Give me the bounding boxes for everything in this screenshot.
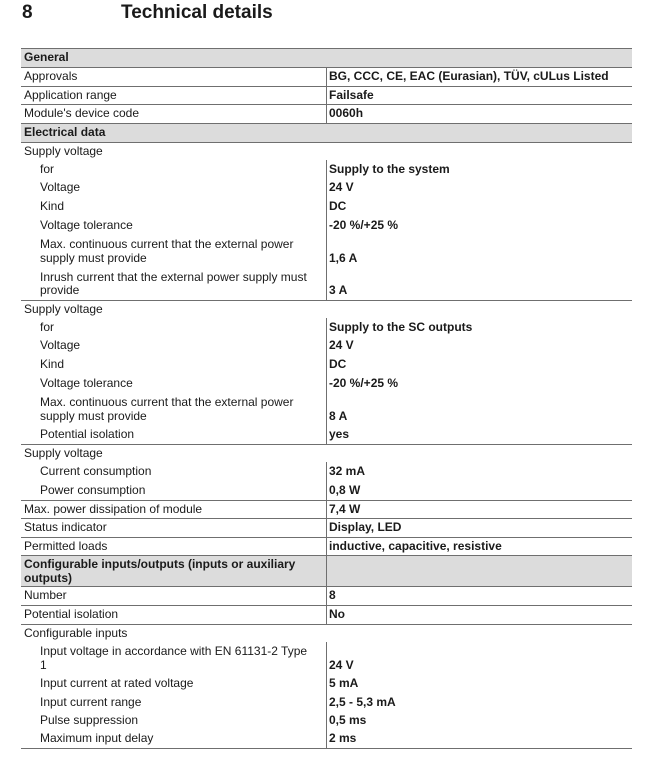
spec-value: 8 xyxy=(329,588,336,603)
group-label-row xyxy=(21,142,632,161)
spec-value: Failsafe xyxy=(329,87,374,102)
spec-row xyxy=(21,216,632,235)
section-header-label-line: Configurable inputs/outputs (inputs or auxiliary xyxy=(24,557,296,572)
spec-label-line: Inrush current that the external power supply must xyxy=(40,269,307,284)
column-divider xyxy=(326,68,327,86)
spec-row xyxy=(21,425,632,444)
spec-label: Current consumption xyxy=(40,463,152,478)
spec-value: 5 mA xyxy=(329,676,359,691)
spec-value: 3 A xyxy=(329,283,348,298)
spec-row xyxy=(21,393,632,426)
spec-row xyxy=(21,267,632,300)
group-label: Supply voltage xyxy=(24,143,103,158)
spec-row xyxy=(21,586,632,605)
column-divider xyxy=(326,481,327,500)
spec-label-line: supply must provide xyxy=(40,250,147,265)
column-divider xyxy=(326,356,327,375)
spec-label: Module's device code xyxy=(24,106,140,121)
column-divider xyxy=(326,587,327,605)
spec-value: yes xyxy=(329,426,350,441)
spec-value: 2,5 - 5,3 mA xyxy=(329,694,396,709)
section-header xyxy=(21,48,632,67)
column-divider xyxy=(326,393,327,426)
column-divider xyxy=(326,105,327,123)
spec-label: Status indicator xyxy=(24,520,107,535)
spec-value: 0,8 W xyxy=(329,482,361,497)
column-divider xyxy=(326,730,327,748)
group-label-row xyxy=(21,300,632,319)
spec-row xyxy=(21,675,632,694)
spec-label xyxy=(21,396,326,423)
column-divider xyxy=(326,198,327,217)
column-divider xyxy=(326,712,327,731)
spec-label: Permitted loads xyxy=(24,538,108,553)
spec-label: Max. power dissipation of module xyxy=(24,501,203,516)
spec-value: inductive, capacitive, resistive xyxy=(329,538,502,553)
section-header-label: Electrical data xyxy=(24,124,106,139)
column-divider xyxy=(326,267,327,300)
spec-row xyxy=(21,318,632,337)
spec-row xyxy=(21,160,632,179)
spec-row xyxy=(21,481,632,500)
spec-row xyxy=(21,356,632,375)
column-divider xyxy=(326,519,327,537)
column-divider xyxy=(326,179,327,198)
spec-value: Supply to the system xyxy=(329,161,450,176)
spec-label xyxy=(21,645,326,672)
spec-value: DC xyxy=(329,357,347,372)
spec-value: 24 V xyxy=(329,658,354,673)
spec-row xyxy=(21,693,632,712)
spec-label: Pulse suppression xyxy=(40,713,139,728)
spec-row xyxy=(21,605,632,624)
group-label: Configurable inputs xyxy=(24,625,128,640)
column-divider xyxy=(326,556,327,586)
spec-label: Input current at rated voltage xyxy=(40,676,194,691)
column-divider xyxy=(326,606,327,624)
spec-value: BG, CCC, CE, EAC (Eurasian), TÜV, cULus Listed xyxy=(329,69,609,83)
spec-row xyxy=(21,730,632,749)
group-label: Supply voltage xyxy=(24,445,103,460)
technical-details-table xyxy=(21,48,632,749)
spec-value: -20 %/+25 % xyxy=(329,375,399,390)
spec-label: Approvals xyxy=(24,69,78,83)
spec-row xyxy=(21,537,632,556)
spec-label: for xyxy=(40,161,55,176)
spec-row xyxy=(21,337,632,356)
spec-row xyxy=(21,462,632,481)
spec-row xyxy=(21,67,632,86)
column-divider xyxy=(326,160,327,179)
spec-value: 7,4 W xyxy=(329,501,361,516)
spec-label: Power consumption xyxy=(40,482,146,497)
spec-row xyxy=(21,518,632,537)
spec-row xyxy=(21,104,632,123)
spec-row xyxy=(21,712,632,731)
spec-label: Kind xyxy=(40,357,65,372)
spec-row xyxy=(21,642,632,675)
spec-row xyxy=(21,198,632,217)
chapter-title: Technical details xyxy=(121,2,273,23)
column-divider xyxy=(326,87,327,105)
spec-label: Maximum input delay xyxy=(40,731,154,746)
spec-value: 24 V xyxy=(329,180,354,195)
spec-label: Kind xyxy=(40,199,65,214)
spec-value: 0,5 ms xyxy=(329,713,367,728)
spec-value: No xyxy=(329,606,345,621)
spec-value: 2 ms xyxy=(329,731,357,746)
spec-value: 1,6 A xyxy=(329,250,358,265)
spec-value: 0060h xyxy=(329,106,364,121)
column-divider xyxy=(326,374,327,393)
spec-label: Voltage tolerance xyxy=(40,375,133,390)
column-divider xyxy=(326,318,327,337)
spec-value: 8 A xyxy=(329,408,348,423)
spec-label: for xyxy=(40,319,55,334)
spec-label-line: Max. continuous current that the external power xyxy=(40,395,294,410)
spec-label: Application range xyxy=(24,87,117,102)
column-divider xyxy=(326,675,327,694)
section-header-label xyxy=(21,558,326,586)
column-divider xyxy=(326,337,327,356)
spec-label-line: Input voltage in accordance with EN 61131-2 Type xyxy=(40,644,308,659)
spec-label-line: supply must provide xyxy=(40,408,147,423)
spec-label: Number xyxy=(24,588,67,603)
spec-row xyxy=(21,179,632,198)
spec-row xyxy=(21,374,632,393)
spec-label: Potential isolation xyxy=(24,606,119,621)
column-divider xyxy=(326,216,327,235)
column-divider xyxy=(326,462,327,481)
column-divider xyxy=(326,642,327,675)
column-divider xyxy=(326,501,327,519)
section-header xyxy=(21,123,632,142)
spec-label: Voltage tolerance xyxy=(40,217,133,232)
column-divider xyxy=(326,235,327,268)
spec-row xyxy=(21,235,632,268)
spec-label: Input current range xyxy=(40,694,142,709)
spec-value: Display, LED xyxy=(329,520,402,535)
spec-row xyxy=(21,86,632,105)
spec-value: Supply to the SC outputs xyxy=(329,319,473,334)
spec-label: Voltage xyxy=(40,180,81,195)
spec-label: Potential isolation xyxy=(40,426,135,441)
spec-label xyxy=(21,238,326,265)
column-divider xyxy=(326,693,327,712)
column-divider xyxy=(326,425,327,444)
section-header xyxy=(21,555,632,586)
spec-row xyxy=(21,500,632,519)
chapter-number: 8 xyxy=(22,2,33,23)
spec-label xyxy=(21,271,326,298)
column-divider xyxy=(326,538,327,556)
spec-value: DC xyxy=(329,199,347,214)
group-label-row xyxy=(21,624,632,643)
section-header-label: General xyxy=(24,50,69,65)
group-label-row xyxy=(21,444,632,463)
spec-value: 32 mA xyxy=(329,463,366,478)
spec-label: Voltage xyxy=(40,338,81,353)
section-header-label-line: outputs) xyxy=(24,570,72,585)
spec-label-line: provide xyxy=(40,283,80,298)
spec-value: -20 %/+25 % xyxy=(329,217,399,232)
spec-label-line: Max. continuous current that the external power xyxy=(40,237,294,252)
spec-value: 24 V xyxy=(329,338,354,353)
spec-label-line: 1 xyxy=(40,658,47,673)
group-label: Supply voltage xyxy=(24,301,103,316)
